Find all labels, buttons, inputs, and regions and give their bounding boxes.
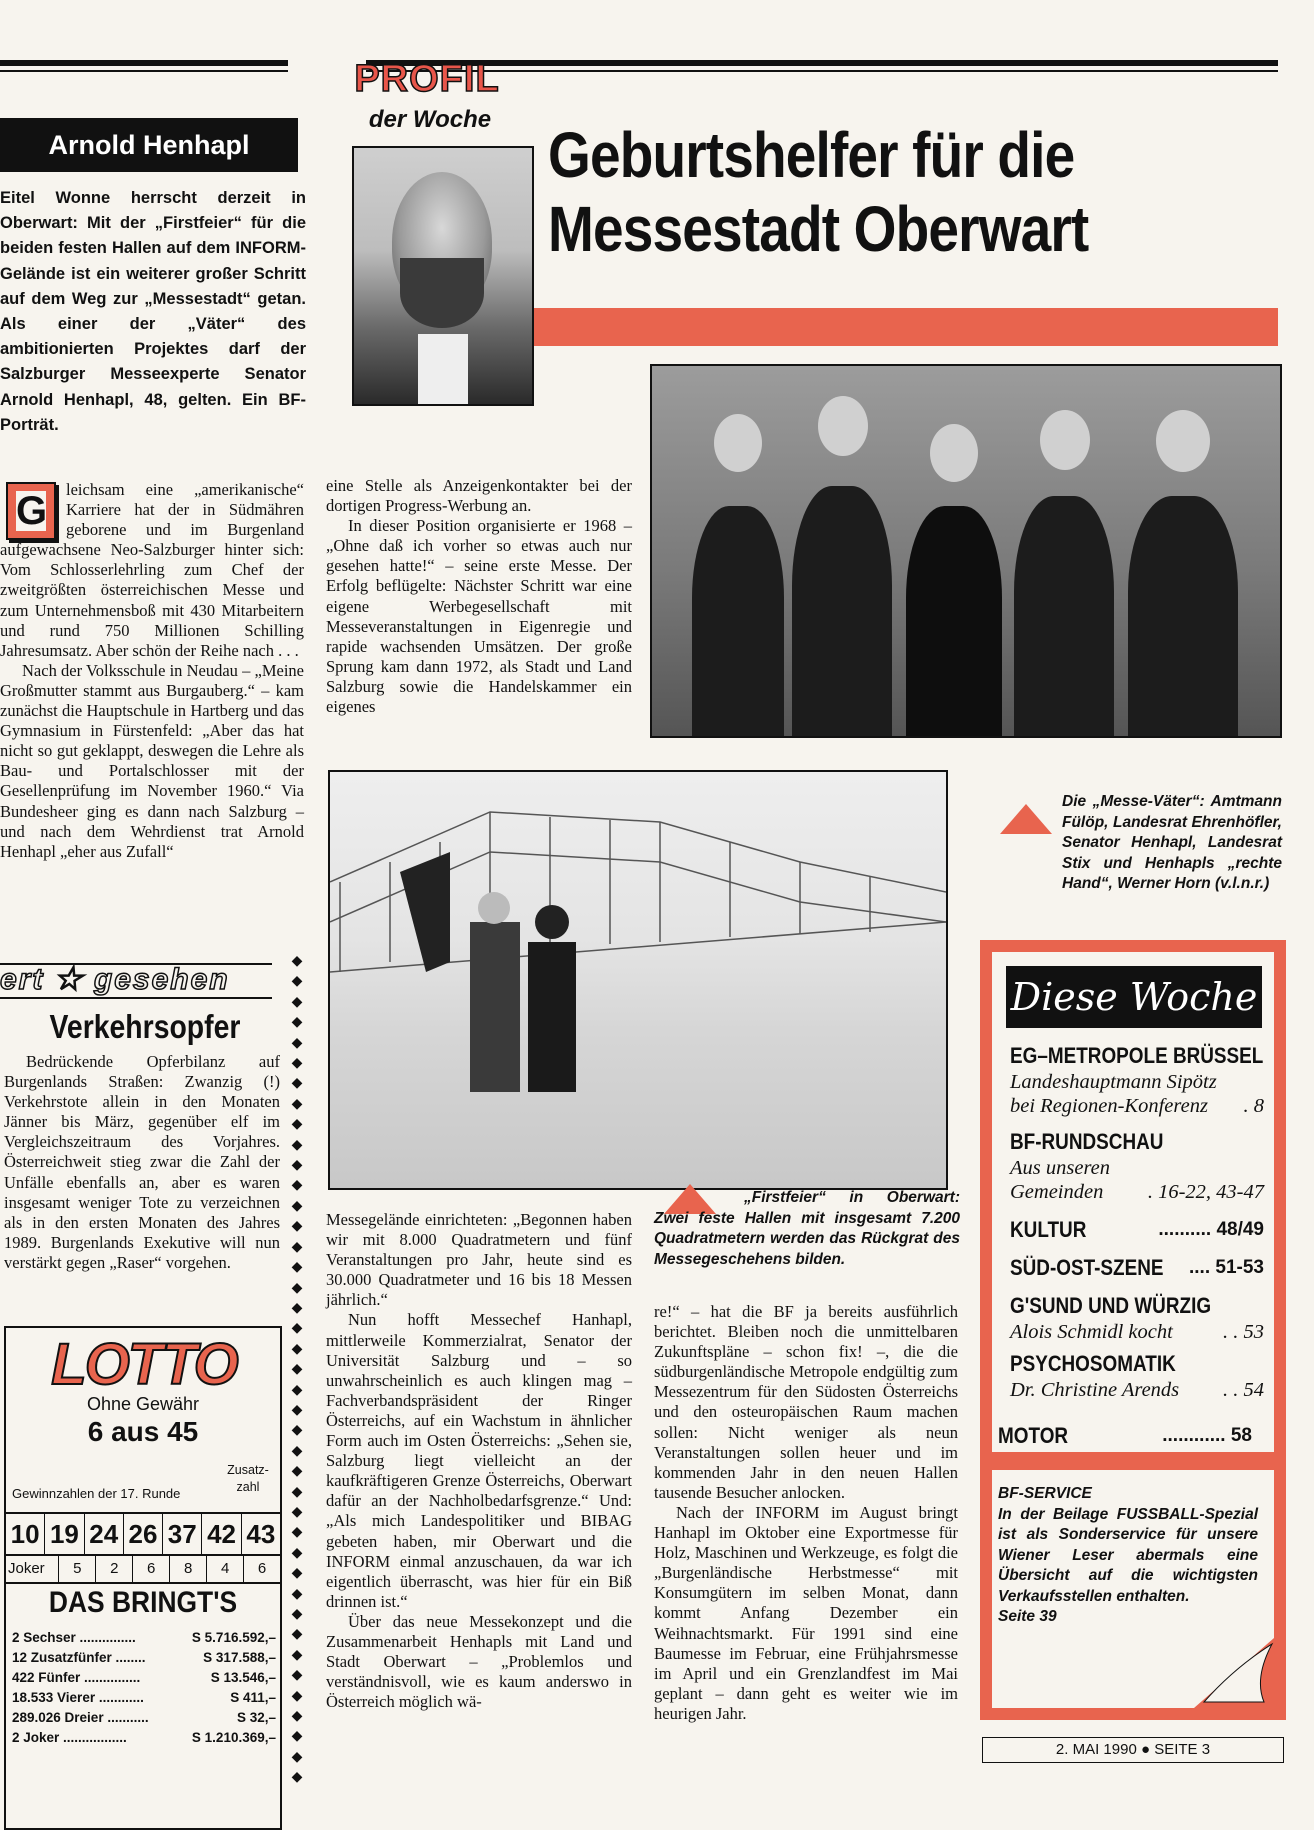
dropcap: G — [6, 482, 56, 540]
lotto-logo: LOTTO — [51, 1332, 237, 1397]
bf-service-title: BF-SERVICE — [998, 1485, 1092, 1502]
paragraph: In dieser Position organisierte er 1968 – „Ohne daß ich vorher so etwas auch nur gesehen hatte!“ – seine erste Messe. Der Erfolg beflügelte: Nächster Schritt war eine eigene Werbegesellschaft mit Messeveranstaltungen in Eigenregie und rapide wachsenden Umsätzen. Der große Sprung kam dann 1972, als Stadt und Land Salzburg sowie die Handelskammer ein eigenes — [326, 516, 632, 717]
joker-digit: 4 — [207, 1556, 244, 1582]
joker-label: Joker — [6, 1556, 59, 1582]
profil-label: PROFIL — [354, 58, 500, 100]
gewinnzahlen-label: Gewinnzahlen der 17. Runde — [12, 1486, 181, 1501]
hall-frame-sketch — [330, 772, 946, 1188]
prize-row: 2 Joker ................. S 1.210.369,– — [12, 1730, 276, 1745]
toc-item[interactable]: PSYCHOSOMATIK Dr. Christine Arends . . 54 — [1010, 1351, 1264, 1401]
header-rule-left — [0, 60, 288, 66]
toc-item[interactable]: SÜD-OST-SZENE .... 51-53 — [1010, 1255, 1264, 1280]
header-rule-right — [366, 60, 1278, 66]
headline-red-bar — [534, 308, 1278, 346]
der-woche-label: der Woche — [368, 106, 492, 133]
firstfeier-photo — [328, 770, 948, 1190]
toc-item[interactable]: G'SUND UND WÜRZIG Alois Schmidl kocht . . 53 — [1010, 1293, 1264, 1343]
lotto-number: 10 — [6, 1514, 45, 1554]
zusatzzahl-label: Zusatz-zahl — [227, 1463, 269, 1494]
prize-row: 18.533 Vierer ............ S 411,– — [12, 1690, 276, 1705]
gesehen-banner: ert ★ gesehen — [0, 964, 230, 996]
prize-row: 289.026 Dreier ........... S 32,– — [12, 1710, 276, 1725]
bf-service-page: Seite 39 — [998, 1608, 1057, 1625]
paragraph: re!“ – hat die BF ja bereits ausführlich berichtet. Bleiben noch die unmittelbaren Zukunftspläne – schon fix! –, die die südburgenländische Metropole endgültig zum Messezentrum für den Südosten Österreichs und den osteuropäischen Raum machen sollen: Nicht weniger als neun Veranstaltungen sollen heuer und im kommenden Jahr in den neuen Hallen tausende Besucher anlocken. — [654, 1302, 958, 1502]
joker-digit: 6 — [257, 1560, 267, 1577]
headline: Geburtshelfer für die Messestadt Oberwart — [548, 119, 1089, 265]
joker-row — [6, 1556, 280, 1584]
paragraph: Über das neue Messekonzept und die Zusammenarbeit Henhapls mit Land und Stadt Oberwart – „Problemlos und verständnisvoll, wie es kaum anderswo in Österreich möglich wä- — [326, 1611, 632, 1712]
diese-woche-title: Diese Woche — [1006, 966, 1262, 1028]
photo2-caption: „Firstfeier“ in Oberwart: Zwei feste Hallen mit insgesamt 7.200 Quadratmetern werden das Rückgrat des Messegeschehens bilden. — [654, 1189, 960, 1268]
lotto-numbers — [6, 1512, 280, 1556]
bringts-title: DAS BRINGT'S — [48, 1586, 238, 1619]
diese-woche-box — [980, 940, 1286, 1470]
prize-row: 12 Zusatzfünfer ........ S 317.588,– — [12, 1650, 276, 1665]
prize-row: 2 Sechser ............... S 5.716.592,– — [12, 1630, 276, 1645]
page-footer: 2. MAI 1990 ● SEITE 3 — [982, 1737, 1284, 1763]
joker-digit: 6 — [133, 1556, 170, 1582]
lotto-number: 42 — [202, 1514, 241, 1554]
toc-item[interactable]: KULTUR .......... 48/49 — [1010, 1217, 1264, 1242]
caption-arrow — [1000, 804, 1052, 834]
joker-digit: 2 — [96, 1556, 133, 1582]
article-column-2-top — [326, 476, 632, 717]
diamond-divider: ◆ ◆ ◆ ◆ ◆ ◆ ◆ ◆ ◆ ◆ ◆ ◆ ◆ ◆ ◆ ◆ ◆ ◆ ◆ ◆ ◆ ◆ ◆ ◆ ◆ ◆ ◆ ◆ ◆ ◆ ◆ ◆ ◆ ◆ ◆ ◆ ◆ ◆ ◆ ◆ ◆ — [291, 954, 303, 1786]
toc-item[interactable]: EG–METROPOLE BRÜSSEL Landeshauptmann Sipötz bei Regionen-Konferenz . 8 — [1010, 1043, 1264, 1117]
lotto-number: 24 — [85, 1514, 124, 1554]
header-rule-left-thin — [0, 70, 288, 72]
lotto-number: 37 — [163, 1514, 202, 1554]
toc-item[interactable]: MOTOR ............ 58 — [998, 1423, 1252, 1448]
lotto-number: 26 — [124, 1514, 163, 1554]
bf-service-text: In der Beilage FUSSBALL-Spezial ist als Sonderservice für unsere Wiener Leser abermals eine Übersicht auf die wichtigsten Verkaufsstellen enthalten. — [998, 1505, 1258, 1605]
article-column-3 — [654, 1302, 958, 1724]
joker-digit: 5 — [59, 1556, 96, 1582]
paragraph: Nach der INFORM im August bringt Hanhapl im Oktober eine Exportmesse für Holz, Maschinen und Werkzeuge, es folgt die „Burgenländische Herbstmesse“ mit Konsumgütern im selben Monat, dann kommt Anfang Dezember ein Weihnachtsmarkt. Für 1991 sind eine Baumesse im Februar, eine Frühjahrsmesse im April und ein Grenzlandfest im Mai geplant – dann geht es weiter wie im heurigen Jahr. — [654, 1502, 958, 1723]
bf-service-box — [980, 1470, 1286, 1720]
header-rule-right-thin — [366, 70, 1278, 72]
paragraph: Messegelände einrichteten: „Begonnen haben wir mit 8.000 Quadratmetern und fünf Veranstaltungen pro Jahr, heute sind es 30.000 Quadratmeter und 16 bis 18 Messen jährlich.“ — [326, 1210, 632, 1310]
article-column-1 — [0, 480, 304, 862]
lotto-box — [4, 1326, 282, 1830]
intro-text: Eitel Wonne herrscht derzeit in Oberwart: Mit der „Firstfeier“ für die beiden festen Hallen auf dem INFORM-Gelände ist ein weiterer großer Schritt auf dem Weg zur „Messestadt“ getan. Als einer der „Väter“ des ambitionierten Projektes darf der Salzburger Messeexperte Senator Arnold Henhapl, 48, gelten. Ein BF-Porträt. — [0, 189, 306, 434]
group-photo — [650, 364, 1282, 738]
prize-row: 422 Fünfer ............... S 13.546,– — [12, 1670, 276, 1685]
article-column-2-bottom — [326, 1210, 632, 1712]
toc-item[interactable]: BF-RUNDSCHAU Aus unseren Gemeinden . 16-22, 43-47 — [1010, 1129, 1264, 1203]
ohne-gewaehr: Ohne Gewähr — [86, 1394, 200, 1414]
page-curl-icon — [1194, 1638, 1274, 1708]
gesehen-title: Verkehrsopfer — [49, 1008, 241, 1045]
lotto-zusatzzahl: 43 — [246, 1519, 276, 1549]
paragraph: leichsam eine „amerikanische“ Karriere hat der in Südmähren geborene und im Burgenland aufgewachsene Neo-Salzburger hinter sich: Vom Schlosserlehrling zum Chef der zweitgrößten österreichischen Messe und zum Unternehmensboß mit 430 Mitarbeitern und rund 750 Millionen Schilling Jahresumsatz. Aber schön der Reihe nach . . . — [0, 480, 304, 660]
lotto-number: 19 — [45, 1514, 84, 1554]
gesehen-rule-bottom — [0, 997, 272, 999]
lotto-game: 6 aus 45 — [87, 1416, 199, 1447]
paragraph: Nun hofft Messechef Hanhapl, mittlerweile Kommerzialrat, Senator der Universität Salzburg und – so unwahrscheinlich es auch klingen mag – Fachverbandspräsident der Ringer Österreichs, auf ein Wachstum in ähnlicher Form auch im Osten Österreichs: „Sehen sie, Salzburg liegt vielleicht an der kaufkräftigeren Grenze Österreichs, Oberwart dafür an der Nachholbedarfsgrenze.“ Und: „Als mich Landespolitiker und BIBAG gebeten haben, mir Oberwart und die INFORM einmal anzuschauen, da war ich eigentlich überrascht, was hier für ein Biß drinnen ist.“ — [326, 1310, 632, 1611]
gesehen-text: Bedrückende Opferbilanz auf Burgenlands Straßen: Zwanzig (!) Verkehrstote allein in den Monaten Jänner bis März, gegenüber elf im Vergleichszeitraum des Vorjahres. Österreichweit stieg zwar die Zahl der Unfälle ebenfalls an, aber es waren insgesamt weniger Tote zu verzeichnen als in den ersten Monaten des Jahres 1989. Burgenlands Exekutive will nun verstärkt gegen „Raser“ vorgehen. — [4, 1052, 280, 1272]
profile-name: Arnold Henhapl — [0, 118, 298, 172]
portrait-photo — [352, 146, 534, 406]
joker-digit: 8 — [170, 1556, 207, 1582]
paragraph: Nach der Volksschule in Neudau – „Meine Großmutter stammt aus Burgauberg.“ – kam zunächst die Hauptschule in Hartberg und das Gymnasium in Fürstenfeld: „Aber das hat nicht so gut geklappt, deswegen die Lehre als Bau- und Portalschlosser mit der Gesellenprüfung im November 1960.“ Via Bundesheer ging es dann nach Salzburg – und nach dem Wehrdienst trat Arnold Henhapl „eher aus Zufall“ — [0, 660, 304, 861]
paragraph: eine Stelle als Anzeigenkontakter bei der dortigen Progress-Werbung an. — [326, 476, 632, 516]
photo1-caption: Die „Messe-Väter“: Amtmann Fülöp, Landesrat Ehrenhöfler, Senator Henhapl, Landesrat Stix und Henhapls „rechte Hand“, Werner Horn (v.l.n.r.) — [1062, 793, 1282, 892]
